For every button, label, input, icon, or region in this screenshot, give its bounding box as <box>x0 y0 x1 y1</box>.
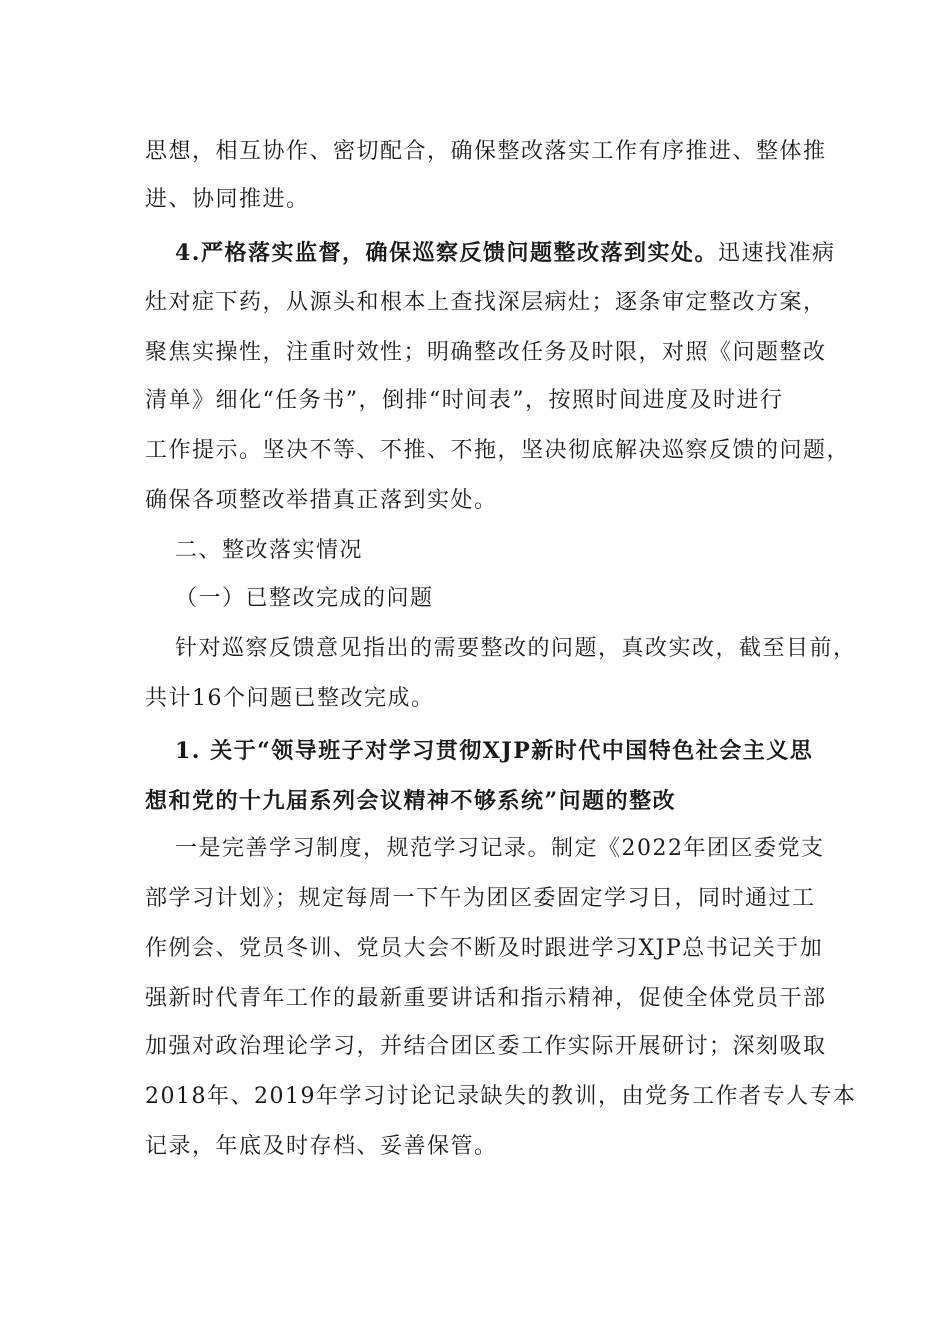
paragraph-line-heading-4 <box>175 238 835 269</box>
paragraph-line: 清单》细化“任务书”，倒排“时间表”，按照时间进度及时进行 <box>145 388 784 413</box>
paragraph-line: 一是完善学习制度，规范学习记录。制定《2022年团区委党支 <box>175 836 825 861</box>
paragraph-line: 灶对症下药，从源头和根本上查找深层病灶；逐条审定整改方案， <box>145 290 827 315</box>
paragraph-line: 确保各项整改举措真正落到实处。 <box>145 488 498 513</box>
paragraph-line: 强新时代青年工作的最新重要讲话和指示精神，促使全体党员干部 <box>145 986 827 1011</box>
paragraph-line: 针对巡察反馈意见指出的需要整改的问题，真改实改，截至目前， <box>175 636 857 661</box>
paragraph-line: 共计16个问题已整改完成。 <box>145 686 435 711</box>
paragraph-line: 进、协同推进。 <box>145 187 310 212</box>
paragraph-line: 记录，年底及时存档、妥善保管。 <box>145 1134 498 1159</box>
paragraph-line-text: 迅速找准病 <box>717 241 836 266</box>
paragraph-line: 作例会、党员冬训、党员大会不断及时跟进学习XJP总书记关于加 <box>145 936 824 961</box>
paragraph-line: 2018年、2019年学习讨论记录缺失的教训，由党务工作者专人专本 <box>145 1084 857 1109</box>
item-heading-1: 1. 关于“领导班子对学习贯彻XJP新时代中国特色社会主义思 <box>175 738 814 764</box>
item-heading-1-continued: 想和党的十九届系列会议精神不够系统”问题的整改 <box>145 788 677 814</box>
section-heading-4: 4.严格落实监督，确保巡察反馈问题整改落到实处。 <box>175 240 718 266</box>
subsection-title: （一）已整改完成的问题 <box>175 586 434 611</box>
paragraph-line: 工作提示。坚决不等、不推、不拖，坚决彻底解决巡察反馈的问题， <box>145 438 851 463</box>
paragraph-line: 部学习计划》；规定每周一下午为团区委固定学习日，同时通过工 <box>145 886 816 911</box>
paragraph-line: 聚焦实操性，注重时效性；明确整改任务及时限，对照《问题整改 <box>145 340 827 365</box>
paragraph-line: 加强对政治理论学习，并结合团区委工作实际开展研讨；深刻吸取 <box>145 1034 827 1059</box>
paragraph-line: 思想，相互协作、密切配合，确保整改落实工作有序推进、整体推 <box>145 139 827 164</box>
section-title: 二、整改落实情况 <box>175 538 364 563</box>
